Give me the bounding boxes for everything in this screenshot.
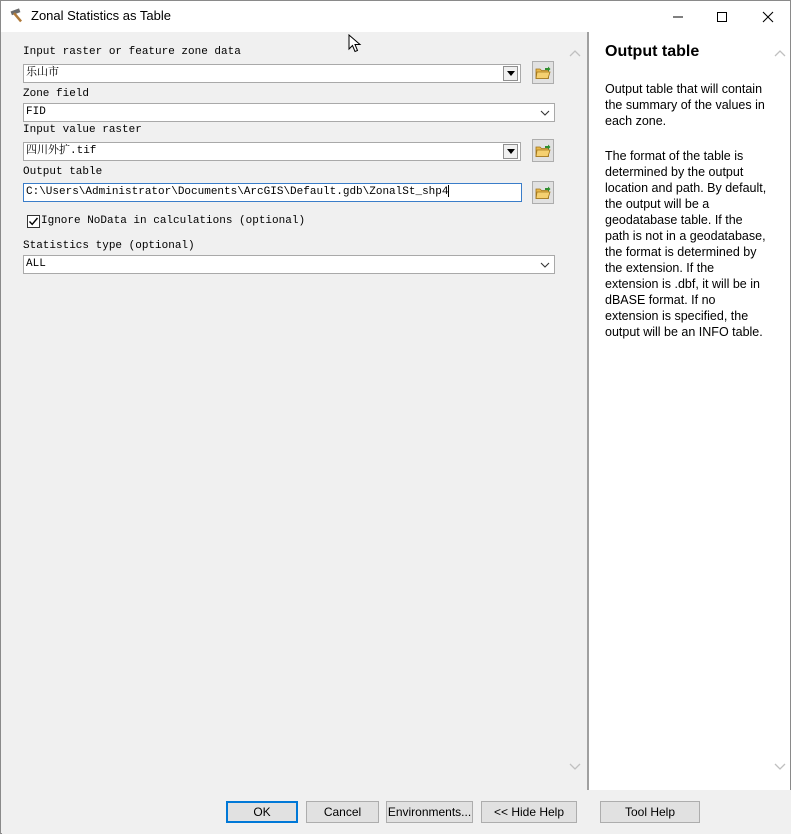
help-paragraph-2: The format of the table is determined by the output location and path. By default, the output will be a geodatabase table. If the path is not in a geodatabase, the format is determined by the extension. If the extension is .dbf, it will be in dBASE format. If no extension is specified, the output will be an INFO table. xyxy=(605,149,767,339)
maximize-icon xyxy=(716,11,728,23)
statistics-type-value: ALL xyxy=(26,258,46,270)
dropdown-arrow-icon xyxy=(507,71,515,76)
value-raster-dropdown-button[interactable] xyxy=(503,144,518,159)
value-raster-combobox[interactable] xyxy=(23,142,521,161)
scroll-down-icon[interactable] xyxy=(774,763,786,771)
scroll-up-icon[interactable] xyxy=(569,49,581,57)
parameters-scrollbar[interactable] xyxy=(565,32,585,790)
scroll-down-icon[interactable] xyxy=(569,763,581,771)
help-title: Output table xyxy=(605,43,700,60)
statistics-type-chevron-down-icon xyxy=(539,258,551,271)
open-folder-icon xyxy=(535,66,551,80)
value-raster-value: 四川外扩.tif xyxy=(26,145,97,157)
environments-button[interactable]: Environments... xyxy=(386,801,473,823)
tool-help-button[interactable]: Tool Help xyxy=(600,801,700,823)
zone-data-dropdown-button[interactable] xyxy=(503,66,518,81)
cancel-button[interactable]: Cancel xyxy=(306,801,379,823)
minimize-icon xyxy=(672,11,684,23)
close-button[interactable] xyxy=(745,1,791,32)
dropdown-arrow-icon xyxy=(507,149,515,154)
zone-field-chevron-down-icon xyxy=(539,106,551,119)
window-title: Zonal Statistics as Table xyxy=(31,8,171,23)
output-table-value: C:\Users\Administrator\Documents\ArcGIS\Default.gdb\ZonalSt_shp4 xyxy=(26,186,449,198)
help-pane xyxy=(589,32,790,790)
open-folder-icon xyxy=(535,144,551,158)
value-raster-label: Input value raster xyxy=(23,124,142,136)
hide-help-button[interactable]: << Hide Help xyxy=(481,801,577,823)
zone-field-value: FID xyxy=(26,106,46,118)
value-raster-browse-button[interactable] xyxy=(532,139,554,162)
ok-button[interactable]: OK xyxy=(226,801,298,823)
close-icon xyxy=(762,11,774,23)
ignore-nodata-checkbox[interactable] xyxy=(27,215,40,228)
scroll-up-icon[interactable] xyxy=(774,49,786,57)
zone-data-value: 乐山市 xyxy=(26,67,59,79)
checkmark-icon xyxy=(28,216,39,227)
zone-data-label: Input raster or feature zone data xyxy=(23,46,241,58)
zone-field-label: Zone field xyxy=(23,88,90,100)
maximize-button[interactable] xyxy=(699,1,745,32)
hammer-icon xyxy=(9,8,27,24)
open-folder-icon xyxy=(535,186,551,200)
title-bar xyxy=(1,1,790,32)
statistics-type-select[interactable] xyxy=(23,255,555,274)
text-cursor xyxy=(448,185,449,197)
ignore-nodata-label[interactable]: Ignore NoData in calculations (optional) xyxy=(41,215,306,227)
output-table-input[interactable] xyxy=(23,183,522,202)
zone-data-browse-button[interactable] xyxy=(532,61,554,84)
help-scrollbar[interactable] xyxy=(771,32,790,790)
statistics-type-label: Statistics type (optional) xyxy=(23,240,195,252)
output-table-label: Output table xyxy=(23,166,103,178)
zone-data-combobox[interactable] xyxy=(23,64,521,83)
mouse-pointer-icon xyxy=(348,34,362,54)
output-table-browse-button[interactable] xyxy=(532,181,554,204)
minimize-button[interactable] xyxy=(655,1,701,32)
help-paragraph-1: Output table that will contain the summary of the values in each zone. xyxy=(605,82,765,128)
zone-field-select[interactable] xyxy=(23,103,555,122)
